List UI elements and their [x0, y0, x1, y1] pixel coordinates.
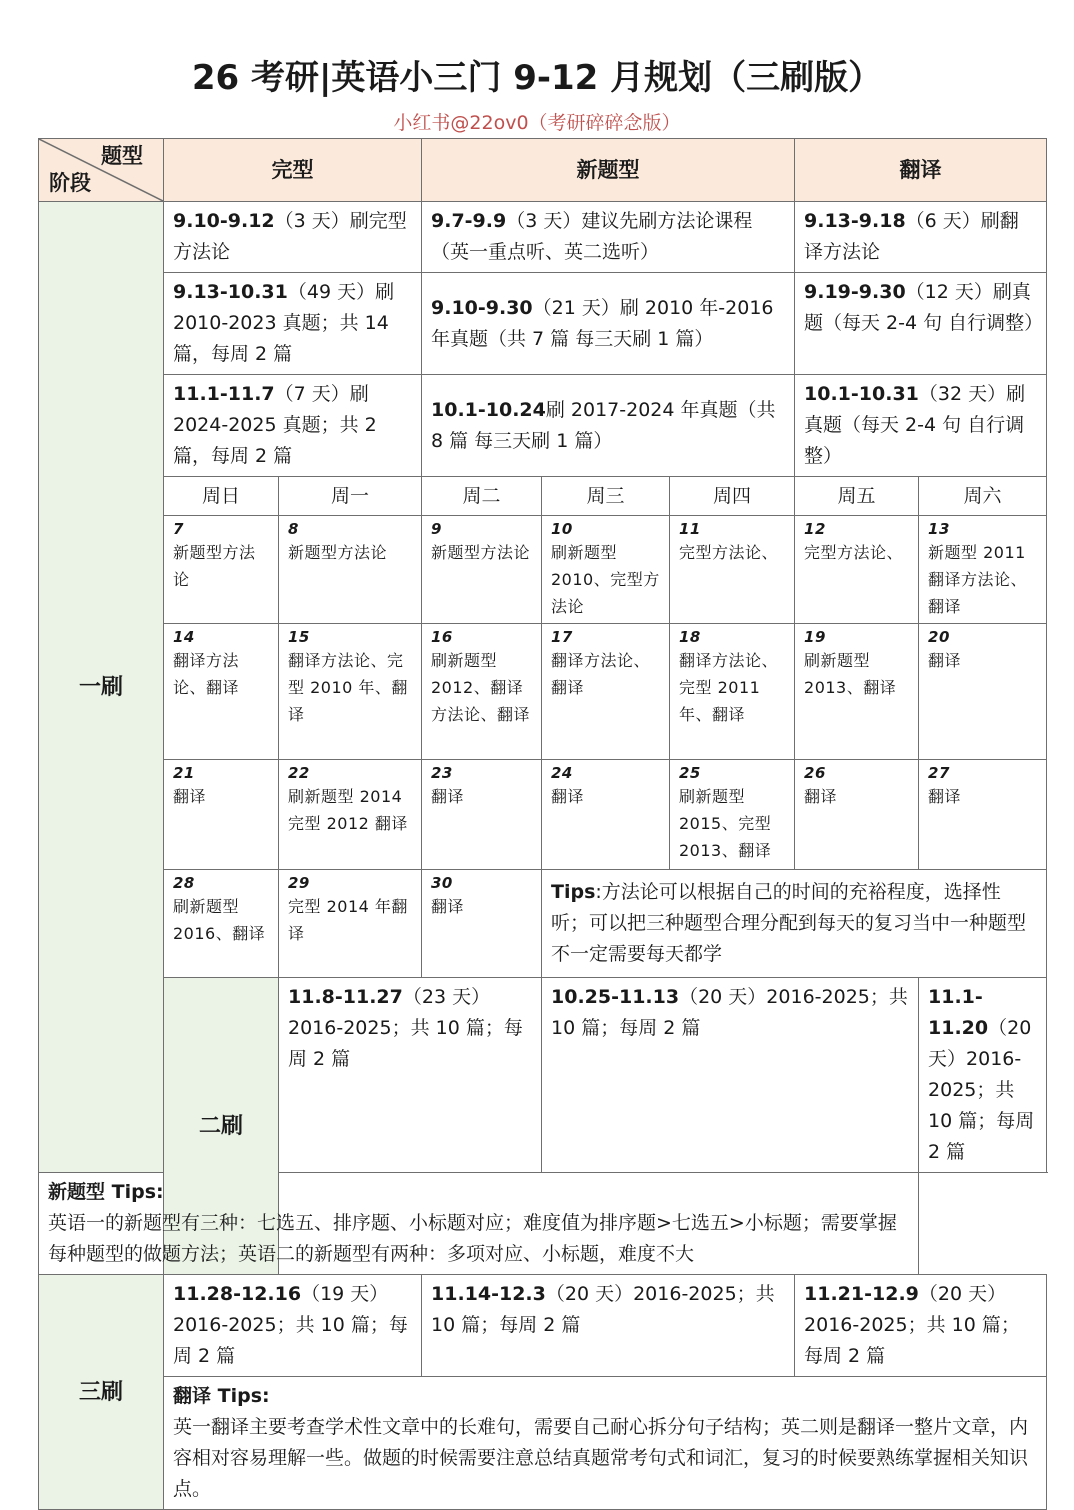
date-range: 11.21-12.9	[804, 1283, 919, 1305]
weekday-tue: 周二	[422, 477, 542, 516]
date-range: 9.13-9.18	[804, 210, 906, 232]
calendar-week-2	[39, 624, 1047, 760]
day-task: 翻译方法论、完型 2011 年、翻译	[679, 651, 779, 724]
day-number: 10	[551, 520, 573, 538]
plan-text: （20 天）2016-2025；共 10 篇；每周 2 篇	[431, 1283, 775, 1336]
day-number: 27	[928, 764, 950, 782]
plan-text: （12 天）刷真题（每天 2-4 句 自行调整）	[804, 281, 1044, 334]
corner-stage-label: 阶段	[49, 171, 91, 195]
stage1-newtype-1	[422, 202, 795, 273]
day-task: 翻译	[928, 651, 962, 670]
calendar-day	[670, 760, 795, 870]
plan-text: （3 天）建议先刷方法论课程（英一重点听、英二选听）	[431, 210, 753, 263]
stage1-translation-2	[795, 273, 1047, 375]
calendar-day	[795, 624, 919, 760]
header-row	[39, 139, 1047, 202]
calendar-day	[919, 516, 1047, 624]
plan-text: （32 天）刷真题（每天 2-4 句 自行调整）	[804, 383, 1026, 467]
day-number: 12	[804, 520, 826, 538]
day-number: 18	[679, 628, 701, 646]
calendar-day	[164, 760, 279, 870]
tips-label: 新题型 Tips:	[48, 1181, 164, 1203]
date-range: 10.1-10.24	[431, 398, 546, 421]
stage-label-2: 二刷	[164, 978, 279, 1275]
tips-label: 翻译 Tips:	[173, 1385, 270, 1407]
day-task: 翻译方法论、翻译	[173, 651, 240, 697]
day-number: 14	[173, 628, 195, 646]
calendar-week-4	[39, 870, 1047, 978]
day-number: 9	[431, 520, 442, 538]
stage3-cloze	[164, 1275, 422, 1377]
header-translation: 翻译	[795, 139, 1047, 202]
header-new-type: 新题型	[422, 139, 795, 202]
day-task: 翻译方法论、翻译	[551, 651, 651, 697]
calendar-day	[795, 760, 919, 870]
plan-text: （21 天）刷 2010 年-2016 年真题（共 7 篇 每三天刷 1 篇）	[431, 296, 774, 350]
date-range: 11.1-11.7	[173, 383, 275, 405]
tips-text: :方法论可以根据自己的时间的充裕程度，选择性听；可以把三种题型合理分配到每天的复习当中一种题型不一定需要每天都学	[551, 881, 1027, 965]
stage-label-3: 三刷	[39, 1275, 164, 1510]
day-number: 25	[679, 764, 701, 782]
stage2-translation	[919, 978, 1047, 1173]
calendar-day	[279, 870, 422, 978]
day-number: 21	[173, 764, 195, 782]
weekday-sat: 周六	[919, 477, 1047, 516]
calendar-day	[279, 624, 422, 760]
day-task: 刷新题型 2013、翻译	[804, 651, 897, 697]
day-number: 11	[679, 520, 701, 538]
stage3-tips-row	[39, 1377, 1047, 1510]
header-corner	[39, 139, 164, 202]
day-task: 新题型方法论	[288, 543, 388, 562]
date-range: 11.1-11.20	[928, 986, 989, 1039]
day-task: 翻译	[551, 787, 585, 806]
calendar-day	[422, 870, 542, 978]
stage2-cloze	[279, 978, 542, 1173]
header-cloze: 完型	[164, 139, 422, 202]
day-number: 17	[551, 628, 573, 646]
day-task: 翻译	[804, 787, 838, 806]
day-number: 24	[551, 764, 573, 782]
day-number: 29	[288, 874, 310, 892]
calendar-day	[422, 516, 542, 624]
day-number: 23	[431, 764, 453, 782]
calendar-day	[542, 516, 670, 624]
date-range: 10.25-11.13	[551, 986, 680, 1008]
weekday-wed: 周三	[542, 477, 670, 516]
stage3-translation	[795, 1275, 1047, 1377]
day-task: 翻译	[173, 787, 207, 806]
stage1-cloze-1	[164, 202, 422, 273]
stage2-tips-row	[39, 1173, 1047, 1275]
calendar-day	[164, 624, 279, 760]
date-range: 11.8-11.27	[288, 986, 403, 1008]
date-range: 10.1-10.31	[804, 383, 919, 405]
date-range: 9.7-9.9	[431, 210, 507, 232]
day-task: 刷新题型 2012、翻译方法论、翻译	[431, 651, 531, 724]
weekday-sun: 周日	[164, 477, 279, 516]
calendar-day	[164, 870, 279, 978]
weekday-mon: 周一	[279, 477, 422, 516]
day-task: 刷新题型 2014 完型 2012 翻译	[288, 787, 408, 833]
day-number: 22	[288, 764, 310, 782]
calendar-day	[279, 516, 422, 624]
day-task: 刷新题型 2010、完型方法论	[551, 543, 660, 616]
stage1-tips	[542, 870, 1047, 978]
stage1-row-3	[39, 375, 1047, 477]
stage1-cloze-2	[164, 273, 422, 375]
weekday-thu: 周四	[670, 477, 795, 516]
stage1-row-1	[39, 202, 1047, 273]
tips-text: 英一翻译主要考查学术性文章中的长难句，需要自己耐心拆分句子结构；英二则是翻译一整片文章，内容相对容易理解一些。做题的时候需要注意总结真题常考句式和词汇，复习的时候要熟练掌握相关知识点。	[173, 1416, 1029, 1500]
stage1-translation-1	[795, 202, 1047, 273]
calendar-day	[919, 760, 1047, 870]
weekday-row	[39, 477, 1047, 516]
plan-text: （23 天）2016-2025；共 10 篇；每周 2 篇	[288, 986, 523, 1070]
calendar-day	[670, 516, 795, 624]
stage2-row	[39, 978, 1047, 1173]
calendar-day	[542, 760, 670, 870]
calendar-week-1	[39, 516, 1047, 624]
day-task: 刷新题型 2016、翻译	[173, 897, 266, 943]
day-task: 翻译	[431, 787, 465, 806]
page-title: 26 考研|英语小三门 9-12 月规划（三刷版）	[191, 58, 883, 98]
stage1-newtype-2	[422, 273, 795, 375]
stage2-newtype	[542, 978, 919, 1173]
day-number: 13	[928, 520, 950, 538]
stage3-tips	[164, 1377, 1047, 1510]
stage-label-1: 一刷	[39, 202, 164, 1173]
day-task: 完型方法论、	[679, 543, 779, 562]
date-range: 9.13-10.31	[173, 281, 288, 303]
calendar-week-3	[39, 760, 1047, 870]
day-number: 16	[431, 628, 453, 646]
plan-text: 刷 2017-2024 年真题（共 8 篇 每三天刷 1 篇）	[431, 398, 776, 452]
stage3-row	[39, 1275, 1047, 1377]
stage3-newtype	[422, 1275, 795, 1377]
plan-text: （20 天）2016-2025；共 10 篇；每周 2 篇	[804, 1283, 1020, 1367]
plan-text: （6 天）刷翻译方法论	[804, 210, 1019, 263]
date-range: 9.10-9.12	[173, 210, 275, 232]
page-subtitle: 小红书@22ov0（考研碎碎念版）	[393, 112, 681, 134]
corner-type-label: 题型	[101, 144, 143, 168]
day-task: 翻译方法论、完型 2010 年、翻译	[288, 651, 408, 724]
plan-text: （7 天）刷 2024-2025 真题；共 2 篇，每周 2 篇	[173, 383, 377, 467]
day-number: 19	[804, 628, 826, 646]
day-task: 新题型 2011 翻译方法论、翻译	[928, 543, 1028, 616]
calendar-day	[919, 624, 1047, 760]
plan-table	[38, 138, 1047, 1510]
day-task: 完型 2014 年翻译	[288, 897, 408, 943]
calendar-day	[670, 624, 795, 760]
day-task: 新题型方法论	[431, 543, 531, 562]
date-range: 9.19-9.30	[804, 281, 906, 303]
calendar-day	[164, 516, 279, 624]
day-number: 26	[804, 764, 826, 782]
calendar-day	[795, 516, 919, 624]
day-number: 15	[288, 628, 310, 646]
stage2-tips	[39, 1173, 919, 1275]
calendar-day	[542, 624, 670, 760]
day-task: 翻译	[928, 787, 962, 806]
plan-text: （20 天）2016-2025；共 10 篇；每周 2 篇	[551, 986, 908, 1039]
date-range: 11.14-12.3	[431, 1283, 546, 1305]
plan-text: （3 天）刷完型方法论	[173, 210, 407, 263]
day-number: 8	[288, 520, 299, 538]
plan-text: （19 天）2016-2025；共 10 篇；每周 2 篇	[173, 1283, 408, 1367]
plan-text: （20 天）2016-2025；共 10 篇；每周 2 篇	[928, 1017, 1035, 1163]
date-range: 11.28-12.16	[173, 1283, 302, 1305]
stage1-newtype-3	[422, 375, 795, 477]
calendar-day	[279, 760, 422, 870]
tips-text: 英语一的新题型有三种：七选五、排序题、小标题对应；难度值为排序题>七选五>小标题；需要掌握每种题型的做题方法；英语二的新题型有两种：多项对应、小标题，难度不大	[48, 1212, 897, 1265]
day-task: 刷新题型 2015、完型 2013、翻译	[679, 787, 772, 860]
day-number: 30	[431, 874, 453, 892]
stage1-row-2	[39, 273, 1047, 375]
weekday-fri: 周五	[795, 477, 919, 516]
date-range: 9.10-9.30	[431, 296, 533, 319]
day-task: 翻译	[431, 897, 465, 916]
tips-label: Tips	[551, 881, 596, 903]
plan-text: （49 天）刷 2010-2023 真题；共 14 篇，每周 2 篇	[173, 281, 395, 365]
stage1-cloze-3	[164, 375, 422, 477]
calendar-day	[422, 760, 542, 870]
day-task: 完型方法论、	[804, 543, 904, 562]
day-number: 28	[173, 874, 195, 892]
calendar-day	[422, 624, 542, 760]
day-task: 新题型方法论	[173, 543, 256, 589]
day-number: 20	[928, 628, 950, 646]
stage1-translation-3	[795, 375, 1047, 477]
day-number: 7	[173, 520, 184, 538]
